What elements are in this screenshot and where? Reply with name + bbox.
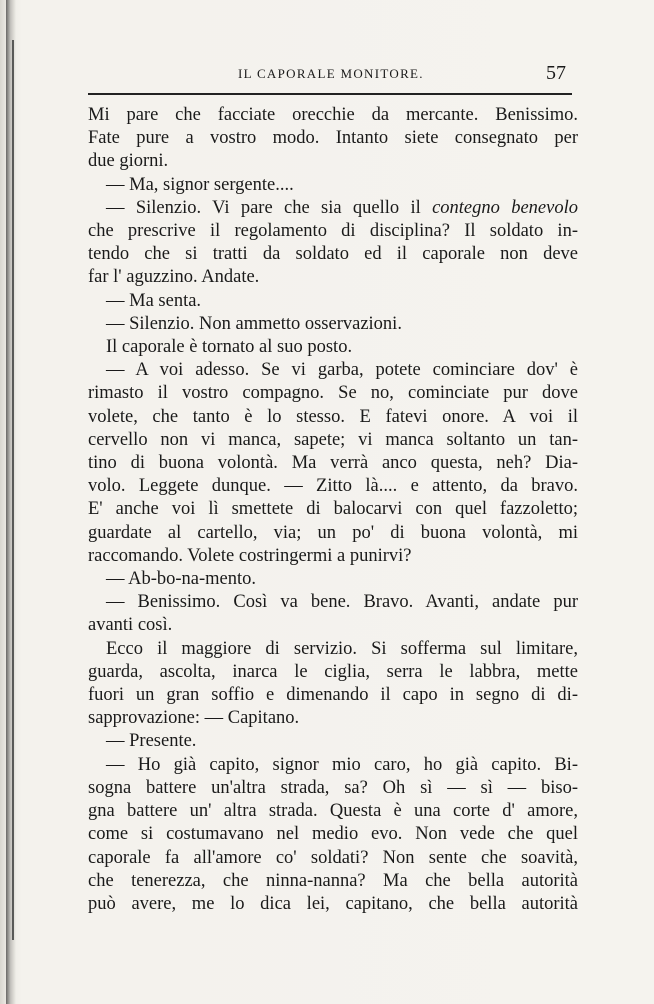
text-line: volo. Leggete dunque. — Zitto là.... e attento, da bravo. (88, 476, 578, 497)
text-line: — Ab-bo-na-mento. (106, 569, 257, 590)
header-rule (88, 93, 572, 95)
body-text (88, 104, 578, 916)
text-line: — Ma senta. (106, 290, 202, 311)
text-line: Mi pare che facciate orecchie da mercante. Benissimo. (88, 105, 578, 125)
text-line: guardate al cartello, via; un po' di buona volontà, mi (88, 522, 578, 543)
text-line: come si costumavano nel medio evo. Non vede che quel (88, 824, 578, 845)
text-line: cervello non vi manca, sapete; vi manca soltanto un tan- (88, 429, 578, 450)
page-header (88, 62, 572, 86)
spine-shadow (6, 0, 16, 1004)
text-line: avanti così. (88, 615, 173, 636)
text-line: — A voi adesso. Se vi garba, potete cominciare dov' è (106, 360, 578, 381)
text-line-italic: contegno benevolo (432, 197, 578, 218)
text-line: raccomando. Volete costringermi a punirvi? (88, 545, 412, 566)
running-title: IL CAPORALE MONITORE. (238, 66, 424, 81)
text-line (88, 197, 578, 220)
text-line-roman: — Silenzio. Vi pare che sia quello il (106, 197, 433, 218)
text-line: sogna battere un'altra strada, sa? Oh sì — sì — biso- (88, 777, 578, 798)
text-line: Ecco il maggiore di servizio. Si sofferma sul limitare, (106, 638, 578, 659)
text-line: tendo che si tratti da soldato ed il caporale non deve (88, 244, 578, 265)
text-line: fuori un gran soffio e dimenando il capo in segno di di- (88, 685, 578, 706)
text-line: Il caporale è tornato al suo posto. (106, 337, 353, 358)
text-line: — Ma, signor sergente.... (106, 174, 294, 195)
text-line: guarda, ascolta, inarca le ciglia, serra le labbra, mette (88, 661, 578, 682)
spine-edge-line (12, 40, 14, 940)
text-line: — Presente. (106, 731, 197, 752)
text-line: — Silenzio. Non ammetto osservazioni. (106, 313, 402, 334)
text-line: Fate pure a vostro modo. Intanto siete consegnato per (88, 128, 578, 149)
text-line: che tenerezza, che ninna-nanna? Ma che bella autorità (88, 870, 578, 891)
text-line: sapprovazione: — Capitano. (88, 708, 300, 729)
text-line: E' anche voi lì smettete di balocarvi con quel fazzoletto; (88, 499, 578, 520)
text-line: rimasto il vostro compagno. Se no, cominciate pur dove (88, 383, 578, 404)
text-line: gna battere un' altra strada. Questa è una corte d' amore, (88, 801, 578, 822)
text-line: può avere, me lo dica lei, capitano, che bella autorità (88, 893, 578, 914)
text-line: — Ho già capito, signor mio caro, ho già capito. Bi- (106, 754, 578, 775)
text-line: due giorni. (88, 151, 169, 172)
text-line: — Benissimo. Così va bene. Bravo. Avanti, andate pur (106, 592, 578, 613)
text-line: tino di buona volontà. Ma verrà anco questa, neh? Dia- (88, 453, 578, 474)
text-line: che prescrive il regolamento di disciplina? Il soldato in- (88, 221, 578, 242)
page-number: 57 (546, 62, 566, 84)
text-line: caporale fa all'amore co' soldati? Non sente che soavità, (88, 847, 578, 868)
text-line: volete, che tanto è lo stesso. E fatevi onore. A voi il (88, 406, 578, 427)
text-line: far l' aguzzino. Andate. (88, 267, 260, 288)
